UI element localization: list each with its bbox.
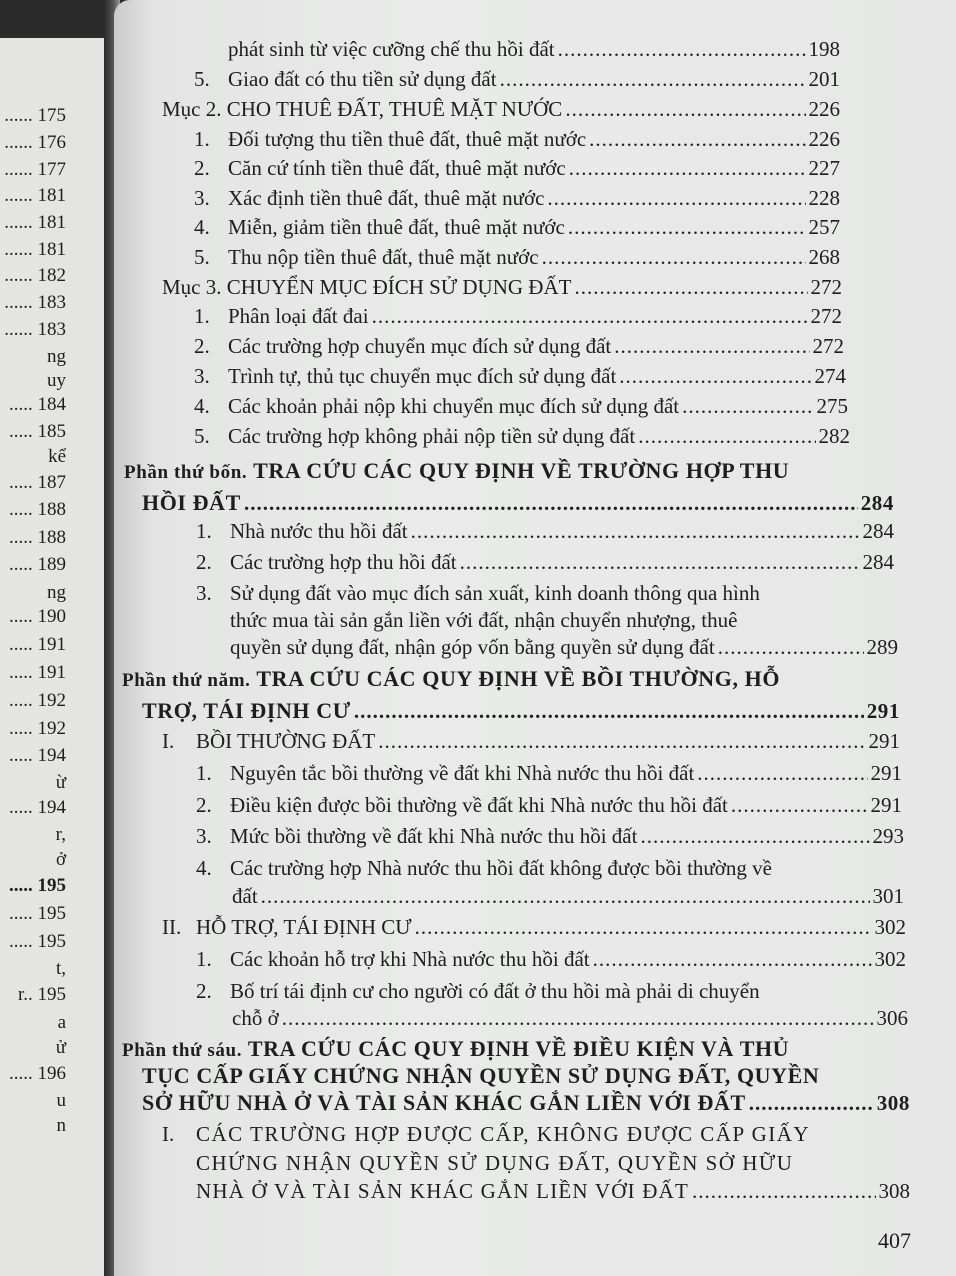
previous-page-text: ..... 184 xyxy=(9,394,66,415)
toc-section-heading xyxy=(162,274,842,300)
toc-entry-text: Xác định tiền thuê đất, thuê mặt nước xyxy=(228,186,545,210)
leader-dots xyxy=(568,214,806,240)
toc-entry-cont xyxy=(230,634,898,660)
toc-entry-text: chỗ ở xyxy=(232,1006,279,1030)
previous-page-text: ...... 183 xyxy=(4,292,66,313)
toc-entry xyxy=(194,126,840,152)
toc-entry xyxy=(194,333,844,359)
leader-dots xyxy=(692,1178,876,1204)
toc-entry-page: 291 xyxy=(870,761,902,785)
leader-dots xyxy=(411,518,860,544)
toc-entry-page: 272 xyxy=(810,275,842,299)
toc-entry-text: Mục 3. CHUYỂN MỤC ĐÍCH SỬ DỤNG ĐẤT xyxy=(162,275,572,299)
toc-entry-number: 3. xyxy=(196,824,212,848)
previous-page-text: ...... 176 xyxy=(4,132,66,153)
toc-entry-text: BỒI THƯỜNG ĐẤT xyxy=(196,729,376,753)
toc-page xyxy=(114,0,956,1276)
leader-dots xyxy=(718,634,864,660)
toc-entry-number: 3. xyxy=(194,364,210,388)
toc-entry xyxy=(196,855,772,881)
previous-page-text: ng xyxy=(47,346,66,367)
leader-dots xyxy=(640,823,869,849)
toc-entry-page: 226 xyxy=(808,97,840,121)
leader-dots xyxy=(749,1090,874,1116)
previous-page-text: ..... 190 xyxy=(9,606,66,627)
previous-page-text: ...... 181 xyxy=(4,239,66,260)
toc-section-heading xyxy=(162,1121,810,1147)
toc-entry-number: 2. xyxy=(196,550,212,574)
previous-page-text: ử xyxy=(55,1037,66,1058)
toc-entry-page: 198 xyxy=(808,37,840,61)
previous-page-text: ...... 181 xyxy=(4,185,66,206)
leader-dots xyxy=(589,126,805,152)
toc-entry-text: Các khoản hỗ trợ khi Nhà nước thu hồi đất xyxy=(230,947,590,971)
toc-entry-number: 3. xyxy=(196,581,212,605)
toc-entry xyxy=(194,363,846,389)
toc-entry-text: Giao đất có thu tiền sử dụng đất xyxy=(228,67,497,91)
toc-entry-number: I. xyxy=(162,729,175,753)
leader-dots xyxy=(372,303,808,329)
previous-page-edge xyxy=(0,38,104,1276)
toc-entry-number: 4. xyxy=(194,215,210,239)
toc-entry-number: 2. xyxy=(194,334,210,358)
previous-page-text: ...... 182 xyxy=(4,265,66,286)
part-heading xyxy=(124,458,789,486)
part-title-line: TRỢ, TÁI ĐỊNH CƯ xyxy=(142,698,351,723)
toc-entry xyxy=(196,978,760,1004)
part-title-line: SỞ HỮU NHÀ Ở VÀ TÀI SẢN KHÁC GẮN LIỀN VỚI ĐẤT xyxy=(142,1090,746,1115)
toc-entry-text: quyền sử dụng đất, nhận góp vốn bằng quyền sử dụng đất xyxy=(230,635,715,659)
leader-dots xyxy=(619,363,811,389)
part-heading xyxy=(122,666,780,694)
toc-entry-page: 291 xyxy=(870,793,902,817)
leader-dots xyxy=(460,549,860,575)
toc-section-heading-cont: CHỨNG NHẬN QUYỀN SỬ DỤNG ĐẤT, QUYỀN SỞ HỮU xyxy=(196,1151,794,1175)
toc-entry-page: 302 xyxy=(874,915,906,939)
toc-entry-text: Các trường hợp Nhà nước thu hồi đất không được bồi thường về xyxy=(230,856,772,880)
toc-entry xyxy=(196,760,902,786)
toc-entry xyxy=(196,518,894,544)
toc-entry-text: Sử dụng đất vào mục đích sản xuất, kinh doanh thông qua hình xyxy=(230,581,760,605)
toc-entry-number: 5. xyxy=(194,424,210,448)
part-title-line: HỒI ĐẤT xyxy=(142,490,241,515)
toc-entry-text: Các khoản phải nộp khi chuyển mục đích sử dụng đất xyxy=(228,394,680,418)
toc-entry-text: Mức bồi thường về đất khi Nhà nước thu hồi đất xyxy=(230,824,638,848)
toc-entry-page: 275 xyxy=(816,394,848,418)
part-page: 308 xyxy=(876,1091,910,1115)
toc-entry-page: 228 xyxy=(808,186,840,210)
leader-dots xyxy=(682,393,813,419)
toc-section-heading-cont xyxy=(196,1178,910,1204)
toc-entry xyxy=(196,792,902,818)
leader-dots xyxy=(500,66,806,92)
part-title-line: TRA CỨU CÁC QUY ĐỊNH VỀ TRƯỜNG HỢP THU xyxy=(253,458,790,483)
toc-entry-text: Các trường hợp chuyển mục đích sử dụng đất xyxy=(228,334,612,358)
previous-page-text: ..... 189 xyxy=(9,554,66,575)
leader-dots xyxy=(244,490,858,516)
toc-entry xyxy=(194,185,840,211)
toc-entry-number: 1. xyxy=(194,304,210,328)
previous-page-text: a xyxy=(57,1012,66,1033)
toc-entry-text: Phân loại đất đai xyxy=(228,304,369,328)
part-heading-cont xyxy=(142,1063,819,1089)
previous-page-text: ..... 195 xyxy=(9,931,66,952)
previous-page-text: u xyxy=(56,1090,66,1111)
previous-page-text: ...... 175 xyxy=(4,105,66,126)
toc-entry-page: 306 xyxy=(876,1006,908,1030)
toc-entry xyxy=(194,66,840,92)
toc-entry xyxy=(194,214,840,240)
leader-dots xyxy=(558,36,806,62)
leader-dots xyxy=(415,914,872,940)
toc-entry-number: I. xyxy=(162,1122,175,1146)
leader-dots xyxy=(261,883,870,909)
toc-entry xyxy=(196,549,894,575)
toc-entry-page: 293 xyxy=(872,824,904,848)
toc-entry-page: 302 xyxy=(874,947,906,971)
toc-entry xyxy=(194,36,840,62)
toc-entry-page: 282 xyxy=(818,424,850,448)
leader-dots xyxy=(593,946,872,972)
toc-entry-page: 291 xyxy=(868,729,900,753)
part-heading xyxy=(122,1036,789,1064)
leader-dots xyxy=(614,333,809,359)
part-page: 284 xyxy=(860,491,894,515)
previous-page-text: ..... 192 xyxy=(9,690,66,711)
previous-page-text: ..... 195 xyxy=(9,903,66,924)
toc-entry-text: Mục 2. CHO THUÊ ĐẤT, THUÊ MẶT NƯỚC xyxy=(162,97,563,121)
toc-entry-text: phát sinh từ việc cưỡng chế thu hồi đất xyxy=(228,37,555,61)
toc-entry-page: 274 xyxy=(814,364,846,388)
previous-page-text: ...... 177 xyxy=(4,159,66,180)
toc-entry-number: II. xyxy=(162,915,182,939)
previous-page-text: ..... 194 xyxy=(9,797,66,818)
toc-entry-page: 227 xyxy=(808,156,840,180)
toc-entry-number: 5. xyxy=(194,67,210,91)
previous-page-text: ..... 192 xyxy=(9,718,66,739)
previous-page-text: ..... 195 xyxy=(9,875,66,896)
previous-page-text: ...... 181 xyxy=(4,212,66,233)
leader-dots xyxy=(574,274,807,300)
toc-entry-text: Các trường hợp không phải nộp tiền sử dụng đất xyxy=(228,424,636,448)
previous-page-text: uy xyxy=(47,370,66,391)
toc-entry-number: 3. xyxy=(194,186,210,210)
toc-entry-page: 272 xyxy=(810,304,842,328)
toc-entry xyxy=(196,580,760,606)
toc-entry-page: 201 xyxy=(808,67,840,91)
toc-entry-page: 226 xyxy=(808,127,840,151)
toc-entry-page: 268 xyxy=(808,245,840,269)
toc-entry-page: 272 xyxy=(812,334,844,358)
leader-dots xyxy=(569,155,806,181)
previous-page-text: ..... 187 xyxy=(9,472,66,493)
leader-dots xyxy=(378,728,865,754)
leader-dots xyxy=(638,423,815,449)
toc-entry-text: Căn cứ tính tiền thuê đất, thuê mặt nước xyxy=(228,156,566,180)
toc-entry-number: 1. xyxy=(196,947,212,971)
leader-dots xyxy=(542,244,806,270)
toc-entry xyxy=(194,423,850,449)
page-number: 407 xyxy=(878,1228,911,1253)
toc-entry-text: Nguyên tắc bồi thường về đất khi Nhà nước thu hồi đất xyxy=(230,761,695,785)
toc-entry-text: HỖ TRỢ, TÁI ĐỊNH CƯ xyxy=(196,915,412,939)
toc-entry-text: NHÀ Ở VÀ TÀI SẢN KHÁC GẮN LIỀN VỚI ĐẤT xyxy=(196,1179,689,1203)
toc-section-heading xyxy=(162,96,840,122)
leader-dots xyxy=(282,1005,874,1031)
part-lead: Phần thứ bốn. xyxy=(124,462,248,483)
part-title-line: TRA CỨU CÁC QUY ĐỊNH VỀ BỒI THƯỜNG, HỖ xyxy=(256,666,781,691)
previous-page-text: ng xyxy=(47,582,66,603)
part-title-line: TỤC CẤP GIẤY CHỨNG NHẬN QUYỀN SỬ DỤNG ĐẤT, QUYỀN xyxy=(142,1063,820,1088)
part-heading-cont xyxy=(142,698,900,724)
toc-entry-text: Miễn, giảm tiền thuê đất, thuê mặt nước xyxy=(228,215,565,239)
toc-section-heading xyxy=(162,728,900,754)
previous-page-text: kể xyxy=(48,446,66,467)
toc-entry-number: 2. xyxy=(196,793,212,817)
leader-dots xyxy=(565,96,805,122)
toc-entry xyxy=(196,823,904,849)
toc-entry-text: Đối tượng thu tiền thuê đất, thuê mặt nước xyxy=(228,127,587,151)
toc-entry-number: 4. xyxy=(196,856,212,880)
toc-entry-text: Nhà nước thu hồi đất xyxy=(230,519,408,543)
part-lead: Phần thứ sáu. xyxy=(122,1040,243,1061)
toc-entry-text: CÁC TRƯỜNG HỢP ĐƯỢC CẤP, KHÔNG ĐƯỢC CẤP GIẤY xyxy=(196,1122,811,1146)
previous-page-text: ..... 191 xyxy=(9,634,66,655)
toc-entry-number: 4. xyxy=(194,394,210,418)
leader-dots xyxy=(547,185,805,211)
toc-entry-cont: thức mua tài sản gắn liền với đất, nhận chuyển nhượng, thuê xyxy=(230,608,738,632)
toc-entry-number: 2. xyxy=(194,156,210,180)
toc-entry-number: 2. xyxy=(196,979,212,1003)
toc-entry-number: 5. xyxy=(194,245,210,269)
leader-dots xyxy=(354,698,864,724)
toc-entry-cont xyxy=(232,1005,908,1031)
toc-entry-text: Thu nộp tiền thuê đất, thuê mặt nước xyxy=(228,245,539,269)
previous-page-text: ...... 183 xyxy=(4,319,66,340)
previous-page-text: ..... 185 xyxy=(9,421,66,442)
previous-page-text: r, xyxy=(55,824,66,845)
previous-page-text: r.. 195 xyxy=(17,984,66,1005)
toc-section-heading xyxy=(162,914,906,940)
previous-page-text: ..... 191 xyxy=(9,662,66,683)
toc-entry xyxy=(194,393,848,419)
toc-entry xyxy=(194,303,842,329)
toc-entry-page: 257 xyxy=(808,215,840,239)
previous-page-text: ..... 196 xyxy=(9,1063,66,1084)
part-page: 291 xyxy=(866,699,900,723)
toc-entry-page: 284 xyxy=(862,550,894,574)
previous-page-text: ..... 188 xyxy=(9,499,66,520)
leader-dots xyxy=(697,760,867,786)
toc-entry-page: 284 xyxy=(862,519,894,543)
toc-entry xyxy=(194,244,840,270)
toc-entry-text: Bố trí tái định cư cho người có đất ở thu hồi mà phải di chuyển xyxy=(230,979,760,1003)
toc-entry-number: 1. xyxy=(196,519,212,543)
toc-entry-page: 289 xyxy=(866,635,898,659)
part-lead: Phần thứ năm. xyxy=(122,670,251,691)
toc-entry-cont xyxy=(232,883,904,909)
toc-entry-text: Các trường hợp thu hồi đất xyxy=(230,550,457,574)
previous-page-text: ..... 188 xyxy=(9,527,66,548)
toc-entry-text: Trình tự, thủ tục chuyển mục đích sử dụng đất xyxy=(228,364,617,388)
previous-page-text: t, xyxy=(55,958,66,979)
part-title-line: TRA CỨU CÁC QUY ĐỊNH VỀ ĐIỀU KIỆN VÀ THỦ xyxy=(247,1036,790,1061)
toc-entry-page: 308 xyxy=(878,1179,910,1203)
toc-entry-text: đất xyxy=(232,884,258,908)
leader-dots xyxy=(731,792,868,818)
part-heading-cont xyxy=(142,490,894,516)
toc-entry-page: 301 xyxy=(872,884,904,908)
toc-entry xyxy=(196,946,906,972)
toc-entry-number: 1. xyxy=(194,127,210,151)
toc-entry-number: 1. xyxy=(196,761,212,785)
toc-entry-text: Điều kiện được bồi thường về đất khi Nhà nước thu hồi đất xyxy=(230,793,728,817)
part-heading-cont xyxy=(142,1090,910,1116)
toc-entry xyxy=(194,155,840,181)
previous-page-text: n xyxy=(56,1115,66,1136)
previous-page-text: ở xyxy=(55,849,66,870)
previous-page-text: ừ xyxy=(55,772,66,793)
previous-page-text: ..... 194 xyxy=(9,745,66,766)
